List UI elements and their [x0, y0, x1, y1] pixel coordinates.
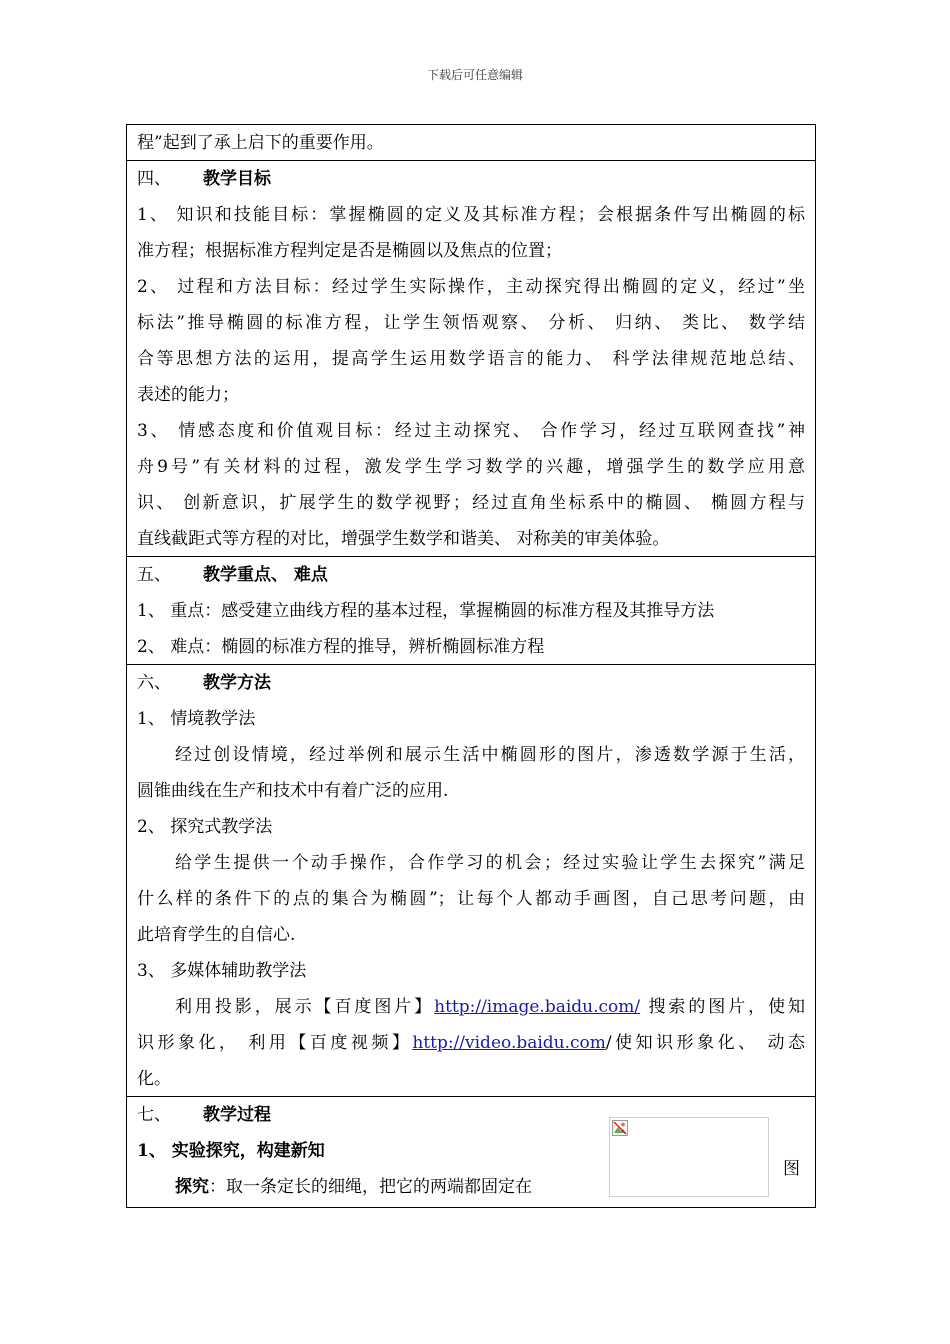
section-teaching-process	[127, 1097, 815, 1207]
text-span: /使知识形象化、 动态	[605, 1033, 805, 1053]
text-span: 搜索的图片，使知	[640, 997, 805, 1017]
paragraph-line: 1、 知识和技能目标：掌握椭圆的定义及其标准方程；会根据条件写出椭圆的标	[137, 205, 805, 225]
section-number: 六、	[137, 673, 171, 693]
section-heading	[137, 557, 805, 593]
paragraph-line: 1、 重点：感受建立曲线方程的基本过程，掌握椭圆的标准方程及其推导方法	[137, 601, 715, 621]
paragraph-line: 直线截距式等方程的对比，增强学生数学和谐美、 对称美的审美体验。	[137, 529, 670, 549]
section-title: 教学过程	[203, 1105, 271, 1125]
paragraph-line: 化。	[137, 1069, 171, 1089]
paragraph-line: 经过创设情境，经过举例和展示生活中椭圆形的图片，渗透数学源于生活，	[175, 745, 805, 765]
section-key-points	[127, 557, 815, 665]
section-number: 五、	[137, 565, 171, 585]
figure-label: 图	[783, 1159, 800, 1179]
paragraph-line: 2、 难点：椭圆的标准方程的推导，辨析椭圆标准方程	[137, 637, 545, 657]
broken-image-icon	[612, 1120, 628, 1136]
lesson-plan-table	[126, 124, 816, 1208]
section-heading	[137, 665, 805, 701]
paragraph-line: 标法”推导椭圆的标准方程，让学生领悟观察、 分析、 归纳、 类比、 数学结	[137, 313, 805, 333]
text-span: 利用投影，展示【百度图片】	[175, 997, 435, 1017]
paragraph-line: 舟9号”有关材料的过程，激发学生学习数学的兴趣，增强学生的数学应用意	[137, 457, 805, 477]
method-title: 1、 情境教学法	[137, 709, 256, 729]
method-title: 3、 多媒体辅助教学法	[137, 961, 307, 981]
method-title: 2、 探究式教学法	[137, 817, 273, 837]
paragraph-line: 识、 创新意识，扩展学生的数学视野；经过直角坐标系中的椭圆、 椭圆方程与	[137, 493, 805, 513]
section-number: 四、	[137, 169, 171, 189]
section-heading	[137, 161, 805, 197]
text-span: 识形象化， 利用【百度视频】	[137, 1033, 413, 1053]
paragraph-line: 3、 情感态度和价值观目标：经过主动探究、 合作学习，经过互联网查找”神	[137, 421, 805, 441]
text-span: ：取一条定长的细绳，把它的两端都固定在	[209, 1177, 532, 1197]
paragraph-line	[137, 1025, 805, 1061]
section-number: 七、	[137, 1105, 171, 1125]
paragraph-line: 准方程；根据标准方程判定是否是椭圆以及焦点的位置；	[137, 241, 562, 261]
paragraph-line: 程”起到了承上启下的重要作用。	[137, 133, 384, 153]
paragraph-line: 表述的能力；	[137, 385, 239, 405]
section-title: 教学重点、 难点	[203, 565, 328, 585]
section-title: 教学方法	[203, 673, 271, 693]
paragraph-line: 给学生提供一个动手操作，合作学习的机会；经过实验让学生去探究”满足	[175, 853, 805, 873]
paragraph-line: 此培育学生的自信心.	[137, 925, 296, 945]
subsection-title: 1、 实验探究，构建新知	[137, 1141, 325, 1161]
paragraph-line	[137, 989, 805, 1025]
baidu-video-link[interactable]: http://video.baidu.com	[412, 1033, 606, 1053]
paragraph-line: 什么样的条件下的点的集合为椭圆”；让每个人都动手画图，自己思考问题，由	[137, 889, 805, 909]
page-header: 下载后可任意编辑	[426, 68, 523, 82]
section-teaching-goals	[127, 161, 815, 557]
paragraph-line: 2、 过程和方法目标：经过学生实际操作，主动探究得出椭圆的定义，经过”坐	[137, 277, 805, 297]
paragraph-line: 合等思想方法的运用，提高学生运用数学语言的能力、 科学法律规范地总结、	[137, 349, 805, 369]
section-teaching-methods	[127, 665, 815, 1097]
section-title: 教学目标	[203, 169, 271, 189]
explore-label: 探究	[175, 1177, 209, 1197]
section-continuation	[127, 125, 815, 161]
figure-placeholder	[609, 1117, 769, 1197]
paragraph-line: 圆锥曲线在生产和技术中有着广泛的应用.	[137, 781, 449, 801]
baidu-image-link[interactable]: http://image.baidu.com/	[434, 997, 641, 1017]
paragraph-line	[137, 1169, 615, 1205]
